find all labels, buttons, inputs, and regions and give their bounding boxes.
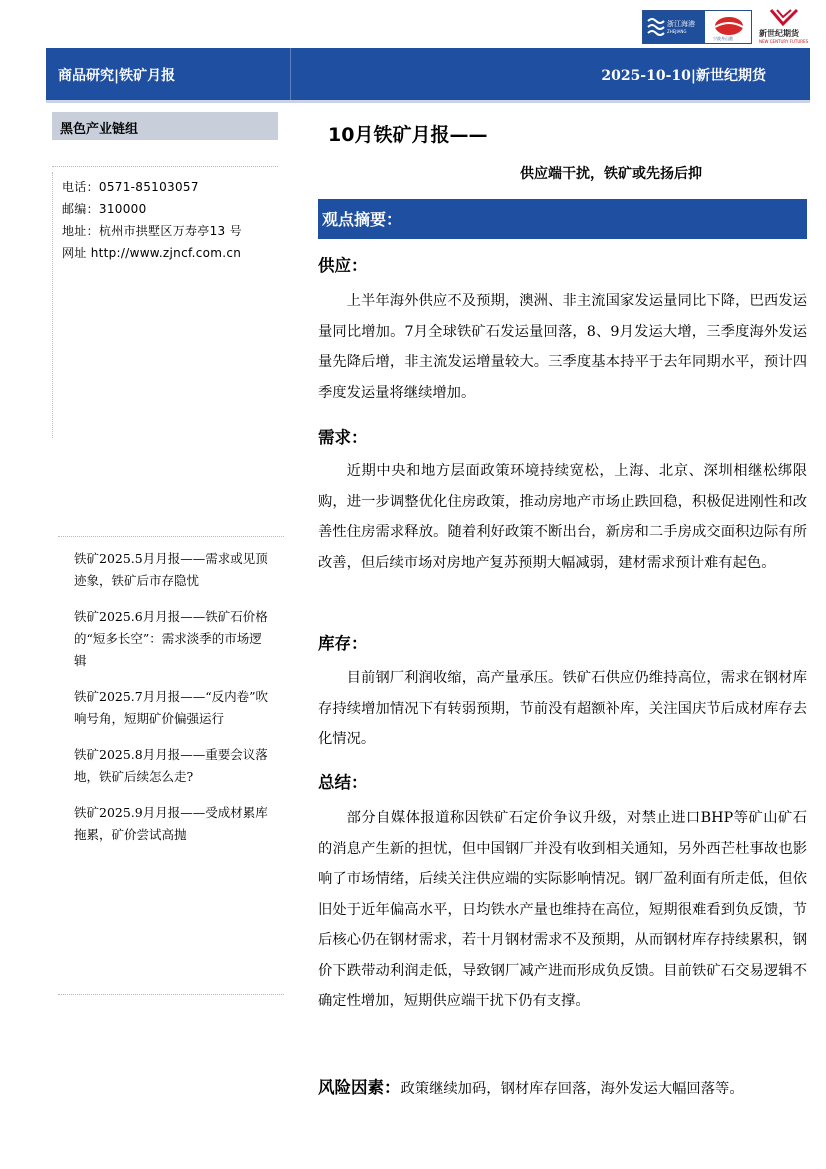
section-text-supply: 上半年海外供应不及预期，澳洲、非主流国家发运量同比下降，巴西发运量同比增加。7月全球铁矿石发运量回落，8、9月发运大增，三季度海外发运量先降后增，非主流发运增量较大。三季度基本持平于去年同期水平，预计四季度发运量将继续增加。 [318, 293, 807, 401]
ningbo-name: 宁波舟山港 [713, 36, 733, 41]
contact-postcode: 邮编：310000 [62, 202, 147, 216]
section-heading-supply: 供应： [318, 256, 368, 275]
risk-label: 风险因素： [318, 1078, 401, 1097]
header-bar [46, 48, 810, 100]
report-link[interactable]: 铁矿2025.8月月报——重要会议落地，铁矿后续怎么走? [74, 747, 268, 784]
contact-website: 网址 http://www.zjncf.com.cn [62, 246, 242, 260]
summary-bar [318, 199, 807, 239]
zheshang-logo [642, 10, 752, 46]
new-century-en: NEW CENTURY FUTURES [759, 39, 809, 44]
wave-icon [647, 17, 665, 37]
divider [52, 166, 278, 167]
report-link[interactable]: 铁矿2025.5月月报——需求或见顶迹象，铁矿后市存隐忧 [74, 551, 268, 588]
risk-text: 政策继续加码，钢材库存回落，海外发运大幅回落等。 [400, 1081, 744, 1097]
report-link[interactable]: 铁矿2025.6月月报——铁矿石价格的“短多长空”：需求淡季的市场逻辑 [74, 609, 268, 668]
section-text-summary: 部分自媒体报道称因铁矿石定价争议升级，对禁止进口BHP等矿山矿石的消息产生新的担忧，但中国钢厂并没有收到相关通知，另外西芒杜事故也影响了市场情绪，后续关注供应端的实际影响情况。钢厂盈利面有所走低，但依旧处于近年偏高水平，日均铁水产量也维持在高位，短期很难看到负反馈，节后核心仍在钢材需求，若十月钢材需求不及预期，从而钢材库存持续累积，钢价下跌带动利润走低，导致钢厂减产进而形成负反馈。目前铁矿石交易逻辑不确定性增加，短期供应端干扰下仍有支撑。 [318, 810, 807, 1009]
divider [58, 536, 284, 537]
divider [52, 172, 53, 438]
report-title: 10月铁矿月报—— [328, 124, 488, 146]
contact-address: 地址：杭州市拱墅区万寿亭13 号 [62, 224, 242, 238]
group-label [52, 112, 278, 140]
divider [58, 994, 284, 995]
new-century-cn: 新世纪期货 [759, 28, 799, 38]
contact-info [62, 176, 242, 264]
zheshang-sub: ZHEJIANG [667, 29, 687, 34]
risk-factors [318, 1074, 744, 1098]
header-category: 商品研究|铁矿月报 [58, 68, 176, 84]
header-divider [290, 48, 291, 100]
new-century-logo [755, 8, 811, 48]
related-reports [74, 548, 272, 860]
section-text-demand: 近期中央和地方层面政策环境持续宽松，上海、北京、深圳相继松绑限购，进一步调整优化住房政策，推动房地产市场止跌回稳，积极促进刚性和改善性住房需求释放。随着利好政策不断出台，新房和二手房成交面积边际有所改善，但后续市场对房地产复苏预期大幅减弱，建材需求预计难有起色。 [318, 463, 807, 571]
section-text-inventory: 目前钢厂利润收缩，高产量承压。铁矿石供应仍维持高位，需求在钢材库存持续增加情况下有转弱预期，节前没有超额补库，关注国庆节后成材库存去化情况。 [318, 670, 807, 747]
report-link[interactable]: 铁矿2025.9月月报——受成材累库拖累，矿价尝试高抛 [74, 805, 268, 842]
zheshang-name: 浙江海港 [667, 20, 695, 28]
section-heading-inventory: 库存： [318, 634, 368, 653]
contact-phone: 电话：0571-85103057 [62, 180, 199, 194]
new-century-mark-icon [769, 8, 799, 26]
report-link[interactable]: 铁矿2025.7月月报——“反内卷”吹响号角，短期矿价偏强运行 [74, 689, 269, 726]
header-date-company: 2025-10-10|新世纪期货 [601, 68, 766, 84]
report-subtitle: 供应端干扰，铁矿或先扬后抑 [520, 166, 702, 182]
section-heading-demand: 需求： [318, 428, 368, 447]
section-heading-summary: 总结： [318, 773, 368, 792]
group-label-text: 黑色产业链组 [60, 122, 139, 137]
summary-label: 观点摘要： [322, 210, 403, 229]
